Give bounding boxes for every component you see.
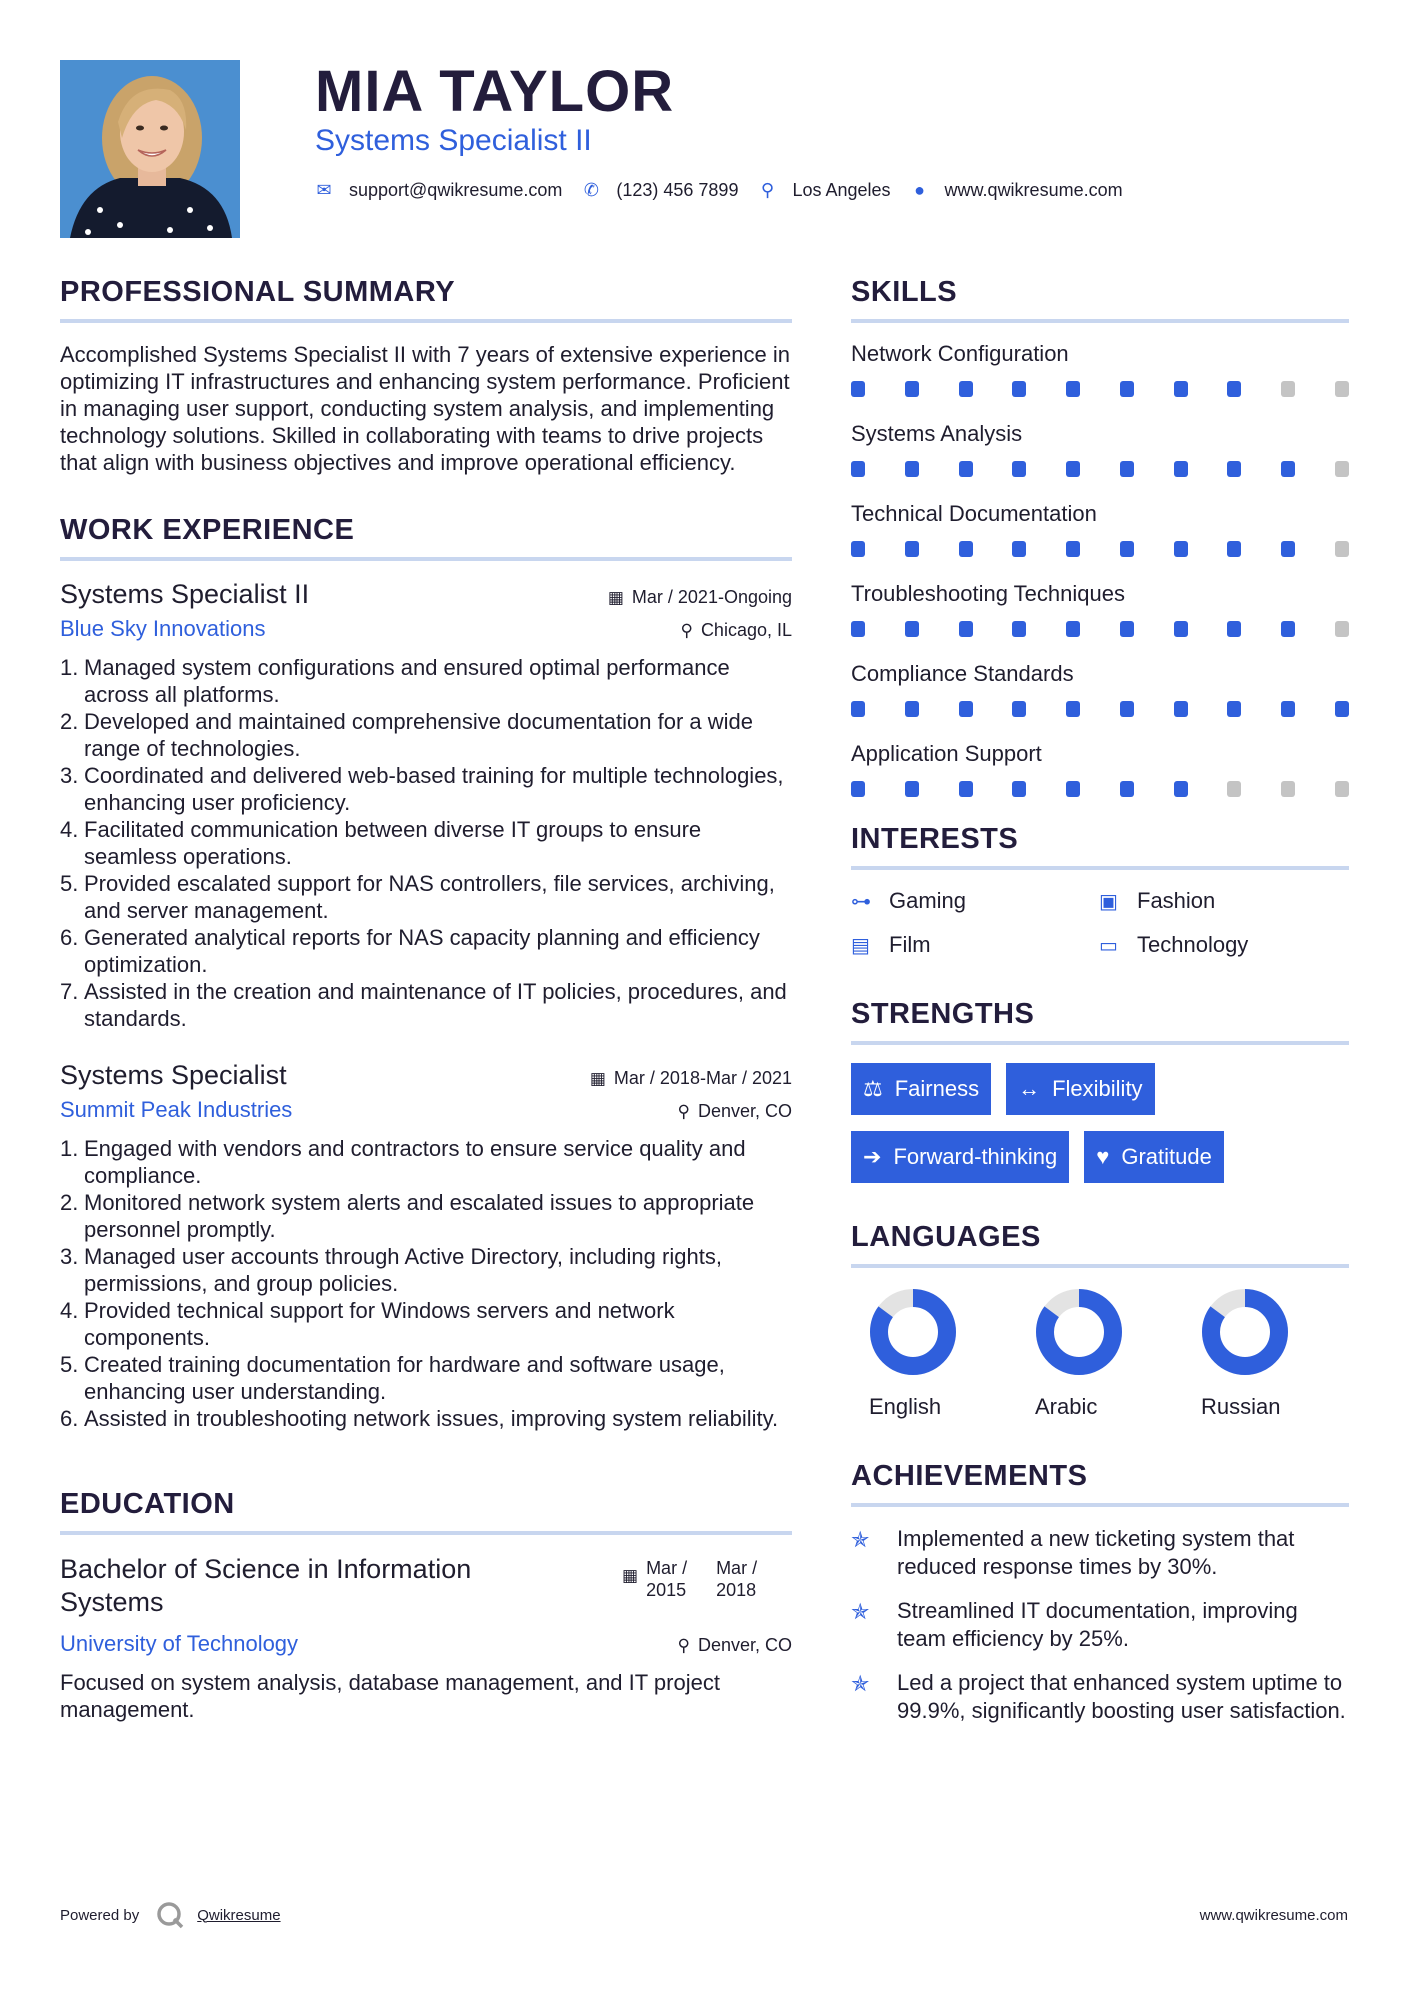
rating-dot-filled <box>1012 541 1026 557</box>
map-pin-icon: ⚲ <box>760 180 775 200</box>
achievement-text: Implemented a new ticketing system that reduced response times by 30%. <box>897 1526 1295 1579</box>
rating-dot-filled <box>1174 381 1188 397</box>
rating-dot-filled <box>1227 461 1241 477</box>
job-location <box>678 1101 793 1122</box>
education-section <box>60 1488 792 1723</box>
star-icon: ✯ <box>851 1527 870 1552</box>
job-bullets <box>60 654 792 1032</box>
rating-dot-filled <box>1012 381 1026 397</box>
job-dates <box>590 1068 792 1089</box>
interest-item <box>851 932 1099 958</box>
interest-item <box>1099 932 1349 958</box>
rating-dot-filled <box>1281 461 1295 477</box>
arrow-right-icon: ➔ <box>863 1144 882 1169</box>
school-location-text: Denver, CO <box>697 1635 792 1655</box>
rating-dot-filled <box>851 461 865 477</box>
skills-list <box>851 341 1349 797</box>
job-company: Blue Sky Innovations <box>60 616 266 641</box>
rating-dot-filled <box>959 541 973 557</box>
edu-end-month: Mar / <box>716 1558 758 1578</box>
interest-label: Film <box>889 932 931 957</box>
rating-dot-filled <box>1281 621 1295 637</box>
rating-dot-filled <box>851 541 865 557</box>
job-bullets <box>60 1135 792 1432</box>
list-item: 5 . Provided escalated support for NAS controllers, file services, archiving, and server management. <box>60 870 792 924</box>
rating-dot-filled <box>959 381 973 397</box>
skill-item <box>851 501 1349 557</box>
list-item: 7 . Assisted in the creation and maintenance of IT policies, procedures, and standards. <box>60 978 792 1032</box>
strengths-heading: STRENGTHS <box>851 998 1349 1045</box>
skills-section <box>851 276 1349 797</box>
rating-dot-empty <box>1281 781 1295 797</box>
language-item <box>1017 1286 1183 1420</box>
interests-section <box>851 823 1349 958</box>
interest-item <box>1099 888 1349 914</box>
rating-dot-filled <box>851 621 865 637</box>
rating-dot-filled <box>1012 621 1026 637</box>
skill-rating <box>851 541 1349 557</box>
rating-dot-filled <box>1120 621 1134 637</box>
rating-dot-filled <box>1281 701 1295 717</box>
education-dates <box>622 1557 792 1619</box>
language-name: Arabic <box>1035 1394 1098 1419</box>
skill-name: Systems Analysis <box>851 421 1023 446</box>
contact-website[interactable]: www.qwikresume.com <box>944 180 1123 200</box>
school-name: University of Technology <box>60 1631 299 1656</box>
left-column <box>60 276 792 1723</box>
list-item: 6 . Assisted in troubleshooting network issues, improving system reliability. <box>60 1405 792 1432</box>
powered-by-label: Powered by <box>60 1906 140 1924</box>
language-proficiency-ring <box>867 1286 959 1378</box>
strength-label: Gratitude <box>1121 1144 1212 1169</box>
arrows-horizontal-icon: ↔ <box>1018 1076 1041 1101</box>
globe-icon: ● <box>914 180 925 200</box>
job-entry <box>60 579 792 1032</box>
skill-item <box>851 661 1349 717</box>
rating-dot-filled <box>1066 621 1080 637</box>
achievement-text: Streamlined IT documentation, improving team efficiency by 25%. <box>897 1598 1298 1651</box>
film-icon: ▤ <box>851 934 870 957</box>
rating-dot-filled <box>1174 701 1188 717</box>
strength-badge <box>1084 1131 1224 1183</box>
summary-section <box>60 276 792 476</box>
skill-item <box>851 741 1349 797</box>
rating-dot-filled <box>905 381 919 397</box>
list-item: 4 . Provided technical support for Windows servers and network components. <box>60 1297 792 1351</box>
rating-dot-filled <box>1174 461 1188 477</box>
calendar-icon: ▦ <box>607 588 624 607</box>
star-icon: ✯ <box>851 1671 870 1696</box>
rating-dot-filled <box>1120 381 1134 397</box>
rating-dot-filled <box>1066 541 1080 557</box>
skill-rating <box>851 621 1349 637</box>
rating-dot-empty <box>1281 381 1295 397</box>
job-title: Systems Specialist II <box>60 579 310 609</box>
rating-dot-filled <box>959 781 973 797</box>
pushpin-icon: ⚲ <box>677 1636 690 1655</box>
pushpin-icon: ⚲ <box>680 621 693 640</box>
phone-icon: ✆ <box>583 180 599 200</box>
rating-dot-filled <box>1174 621 1188 637</box>
skill-rating <box>851 781 1349 797</box>
rating-dot-filled <box>905 461 919 477</box>
skill-name: Technical Documentation <box>851 501 1097 526</box>
skill-name: Application Support <box>851 741 1042 766</box>
languages-heading: LANGUAGES <box>851 1221 1349 1268</box>
summary-text: Accomplished Systems Specialist II with 7 years of extensive experience in optimizing IT infrastructures and enhancing system performance. Proficient in managing user support, conducting system analysis, and implementing technology solutions. Skilled in collaborating with teams to drive projects that align with business objectives and improve operational efficiency. <box>60 342 790 475</box>
gamepad-icon: ⊶ <box>851 890 871 913</box>
job-dates-text: Mar / 2021-Ongoing <box>631 587 792 607</box>
rating-dot-filled <box>1174 541 1188 557</box>
list-item: 1 . Managed system configurations and ensured optimal performance across all platforms. <box>60 654 792 708</box>
strength-badge <box>1006 1063 1154 1115</box>
skill-item <box>851 341 1349 397</box>
pushpin-icon: ⚲ <box>677 1102 690 1121</box>
rating-dot-filled <box>1012 781 1026 797</box>
strength-badge <box>851 1131 1069 1183</box>
list-item: 3 . Managed user accounts through Active Directory, including rights, permissions, and group policies. <box>60 1243 792 1297</box>
job-company: Summit Peak Industries <box>60 1097 293 1122</box>
contact-location: Los Angeles <box>792 180 891 200</box>
achievement-text: Led a project that enhanced system uptime to 99.9%, significantly boosting user satisfaction. <box>897 1670 1346 1723</box>
strength-badge <box>851 1063 991 1115</box>
achievement-item <box>851 1669 1349 1725</box>
skills-heading: SKILLS <box>851 276 1349 323</box>
rating-dot-empty <box>1335 461 1349 477</box>
skill-rating <box>851 381 1349 397</box>
list-item: 1 . Engaged with vendors and contractors to ensure service quality and compliance. <box>60 1135 792 1189</box>
skill-item <box>851 421 1349 477</box>
shopping-bag-icon: ▣ <box>1099 890 1118 913</box>
rating-dot-filled <box>959 701 973 717</box>
job-entry <box>60 1060 792 1432</box>
language-item <box>1183 1286 1349 1420</box>
skill-name: Troubleshooting Techniques <box>851 581 1125 606</box>
calendar-icon: ▦ <box>622 1566 639 1585</box>
rating-dot-filled <box>905 621 919 637</box>
rating-dot-filled <box>1227 541 1241 557</box>
rating-dot-filled <box>959 461 973 477</box>
rating-dot-filled <box>1227 381 1241 397</box>
job-location <box>680 620 792 641</box>
interest-label: Gaming <box>889 888 967 913</box>
skill-name: Compliance Standards <box>851 661 1074 686</box>
edu-start-year: 2015 <box>646 1580 687 1600</box>
rating-dot-filled <box>851 381 865 397</box>
rating-dot-filled <box>851 701 865 717</box>
list-item: 2 . Monitored network system alerts and escalated issues to appropriate personnel promptly. <box>60 1189 792 1243</box>
school-location <box>678 1635 793 1656</box>
rating-dot-filled <box>1012 461 1026 477</box>
rating-dot-filled <box>905 701 919 717</box>
rating-dot-filled <box>1066 461 1080 477</box>
interests-heading: INTERESTS <box>851 823 1349 870</box>
rating-dot-filled <box>1066 381 1080 397</box>
rating-dot-filled <box>905 781 919 797</box>
skill-rating <box>851 461 1349 477</box>
list-item: 5 . Created training documentation for hardware and software usage, enhancing user understanding. <box>60 1351 792 1405</box>
languages-section <box>851 1221 1349 1420</box>
rating-dot-empty <box>1335 541 1349 557</box>
experience-section <box>60 514 792 1432</box>
contact-bar <box>315 180 1143 201</box>
rating-dot-filled <box>851 781 865 797</box>
contact-phone[interactable]: (123) 456 7899 <box>616 180 739 200</box>
language-item <box>851 1286 1017 1420</box>
rating-dot-filled <box>1066 701 1080 717</box>
rating-dot-filled <box>1012 701 1026 717</box>
footer-url[interactable]: www.qwikresume.com <box>1199 1907 1348 1924</box>
rating-dot-filled <box>1335 701 1349 717</box>
job-title: Systems Specialist <box>60 1060 287 1090</box>
rating-dot-empty <box>1335 381 1349 397</box>
list-item: 3 . Coordinated and delivered web-based training for multiple technologies, enhancing user proficiency. <box>60 762 792 816</box>
rating-dot-empty <box>1335 781 1349 797</box>
degree-title: Bachelor of Science in Information Systems <box>60 1554 472 1617</box>
heart-icon: ♥ <box>1096 1144 1110 1169</box>
contact-email[interactable]: support@qwikresume.com <box>349 180 563 200</box>
strength-label: Flexibility <box>1052 1076 1143 1101</box>
achievements-heading: ACHIEVEMENTS <box>851 1460 1349 1507</box>
rating-dot-filled <box>1281 541 1295 557</box>
edu-start-month: Mar / <box>646 1558 688 1578</box>
interest-label: Fashion <box>1137 888 1216 913</box>
footer-brand-link[interactable]: Qwikresume <box>197 1906 281 1924</box>
candidate-name: MIA TAYLOR <box>315 59 675 124</box>
rating-dot-empty <box>1227 781 1241 797</box>
list-item: 4 . Facilitated communication between diverse IT groups to ensure seamless operations. <box>60 816 792 870</box>
language-proficiency-ring <box>1033 1286 1125 1378</box>
job-location-text: Chicago, IL <box>700 620 792 640</box>
rating-dot-filled <box>1227 701 1241 717</box>
education-description: Focused on system analysis, database management, and IT project management. <box>60 1670 720 1722</box>
language-name: Russian <box>1201 1394 1281 1419</box>
qwikresume-logo-icon <box>155 1900 185 1930</box>
rating-dot-filled <box>1120 781 1134 797</box>
language-proficiency-ring <box>1199 1286 1291 1378</box>
achievement-item <box>851 1525 1349 1581</box>
rating-dot-filled <box>1066 781 1080 797</box>
rating-dot-filled <box>1227 621 1241 637</box>
envelope-icon: ✉ <box>316 180 332 200</box>
edu-end-year: 2018 <box>716 1580 757 1600</box>
experience-heading: WORK EXPERIENCE <box>60 514 792 561</box>
summary-heading: PROFESSIONAL SUMMARY <box>60 276 792 323</box>
balance-scale-icon: ⚖ <box>863 1076 883 1101</box>
interest-label: Technology <box>1137 932 1249 957</box>
skill-name: Network Configuration <box>851 341 1069 366</box>
rating-dot-filled <box>905 541 919 557</box>
achievement-item <box>851 1597 1349 1653</box>
rating-dot-filled <box>959 621 973 637</box>
strength-label: Forward-thinking <box>893 1144 1058 1169</box>
calendar-icon: ▦ <box>589 1069 606 1088</box>
job-dates <box>608 587 792 608</box>
education-heading: EDUCATION <box>60 1488 792 1535</box>
star-icon: ✯ <box>851 1599 870 1624</box>
rating-dot-empty <box>1335 621 1349 637</box>
language-name: English <box>869 1394 942 1419</box>
languages-list <box>851 1286 1349 1420</box>
skill-rating <box>851 701 1349 717</box>
rating-dot-filled <box>1120 541 1134 557</box>
candidate-title: Systems Specialist II <box>315 124 592 157</box>
rating-dot-filled <box>1120 461 1134 477</box>
strengths-section <box>851 998 1349 1183</box>
skill-item <box>851 581 1349 637</box>
right-column <box>851 276 1349 1741</box>
job-location-text: Denver, CO <box>697 1101 792 1121</box>
list-item: 2 . Developed and maintained comprehensive documentation for a wide range of technologies. <box>60 708 792 762</box>
strength-label: Fairness <box>894 1076 980 1101</box>
profile-photo <box>60 60 240 238</box>
achievements-section <box>851 1460 1349 1725</box>
job-dates-text: Mar / 2018-Mar / 2021 <box>613 1068 792 1088</box>
list-item: 6 . Generated analytical reports for NAS capacity planning and efficiency optimization. <box>60 924 792 978</box>
rating-dot-filled <box>1174 781 1188 797</box>
rating-dot-filled <box>1120 701 1134 717</box>
laptop-icon: ▭ <box>1099 934 1118 957</box>
interest-item <box>851 888 1099 914</box>
footer-powered-by <box>60 1900 281 1930</box>
